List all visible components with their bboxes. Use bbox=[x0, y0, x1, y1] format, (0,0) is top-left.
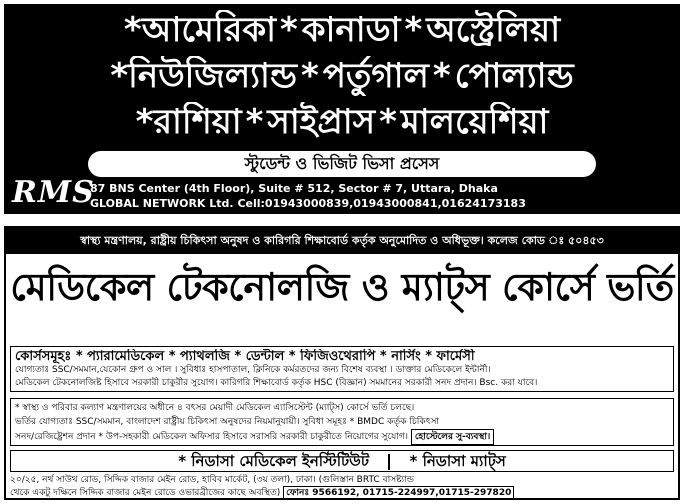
matts-line-3-text: সনদ/রেজিষ্ট্রেশন প্রদান * উপ-সহকারী মেডিকেল অফিসার হিসাবে সরাসরি সরকারী চাকুরীতে নিয়োগের সুযোগ। bbox=[15, 432, 409, 442]
country: পর্তুগাল bbox=[322, 56, 429, 96]
bullet: * bbox=[245, 102, 264, 142]
country-row-2 bbox=[4, 56, 680, 96]
institute-name: * নিডাসা মেডিকেল ইনস্টিটিউট bbox=[178, 452, 370, 470]
course-item: * bbox=[234, 349, 246, 364]
country-row-3 bbox=[4, 102, 680, 142]
country: পোল্যান্ড bbox=[454, 56, 574, 96]
institute-address bbox=[10, 474, 674, 498]
rms-visa-ad bbox=[4, 4, 680, 214]
rms-address: 87 BNS Center (4th Floor), Suite # 512, Sector # 7, Uttara, Dhaka bbox=[90, 182, 498, 195]
approval-strip: স্বাস্থ্য মন্ত্রণালয়, রাষ্ট্রীয় চিকিৎসা অনুষদ ও কারিগরি শিক্ষাবোর্ড কর্তৃক অনুমোদিত ও অধিভূক্ত। কলেজ কোড ঃ ৫০৪৫৩ bbox=[6, 228, 678, 254]
phone-numbers: ফোনঃ 9566192, 01715-224997,01715-297820 bbox=[283, 486, 514, 500]
country: নিউজিল্যান্ড bbox=[128, 56, 298, 96]
course-item: প্যাথলজি bbox=[180, 349, 230, 364]
course-item: * bbox=[75, 349, 88, 364]
courses-label: কোর্সসমূহঃ bbox=[15, 349, 72, 364]
country: অস্ট্রেলিয়া bbox=[426, 10, 561, 50]
matts-name: * নিডাসা ম্যাট্স bbox=[409, 452, 506, 470]
country: রাশিয়া bbox=[153, 102, 242, 142]
cell-numbers: Cell:01943000839,01943000841,01624173183 bbox=[237, 197, 526, 210]
country: মালয়েশিয়া bbox=[400, 102, 549, 142]
bullet: * bbox=[135, 102, 154, 142]
hostel-badge: হোস্টেলের সু-ব্যবস্থা। bbox=[411, 429, 494, 445]
address-line-2 bbox=[10, 486, 674, 500]
nidasa-medical-ad bbox=[4, 226, 680, 500]
course-item: ফিজিওথেরাপি bbox=[300, 349, 376, 364]
country-row-1 bbox=[4, 10, 680, 50]
course-item: ডেন্টাল bbox=[245, 349, 285, 364]
company-name: GLOBAL NETWORK Ltd. bbox=[90, 197, 234, 210]
course-list bbox=[15, 349, 669, 364]
admission-headline: মেডিকেল টেকনোলজি ও ম্যাট্স কোর্সে ভর্তি bbox=[10, 265, 674, 309]
bullet: * bbox=[301, 56, 319, 96]
course-item: * bbox=[168, 349, 181, 364]
course-box bbox=[10, 346, 674, 392]
course-item: * bbox=[288, 349, 301, 364]
course-item: প্যারামেডিকেল bbox=[87, 349, 165, 364]
rms-logo: RMS bbox=[12, 175, 95, 210]
bullet: * bbox=[404, 10, 423, 50]
bullet: * bbox=[123, 10, 142, 50]
divider bbox=[388, 454, 390, 470]
bullet: * bbox=[279, 10, 298, 50]
course-item: * bbox=[425, 349, 437, 364]
course-benefits: মেডিকেল টেকনোলজিষ্ট হিসাবে সরকারী চাকুরীর সুযোগ। কারিগরি শিক্ষাবোর্ড কর্তৃক HSC (বিজ্ঞান) সমমানের সরকারী সনদ প্রদান। Bsc. করা যাবে। bbox=[15, 378, 538, 388]
matts-line-3 bbox=[15, 429, 669, 445]
bullet: * bbox=[432, 56, 451, 96]
matts-line-2: ভর্তির যোগ্যতাঃ SSC/সমমান, বাংলাদেশ রাষ্ট্রীয় চিকিৎসা অনুষদের নিয়মানুযায়ী। সুবিধা সমূহঃ * BMDC কর্তৃক চিকিৎসা bbox=[15, 417, 439, 427]
course-item: ফার্মেসী bbox=[436, 349, 475, 364]
institute-names-bar bbox=[10, 450, 674, 472]
course-eligibility: যোগ্যতাঃ SSC/সমমান,যেকোন গ্রুপ ও সাল । সুবিধাঃ হাসপাতাল, ক্লিনিকে কর্মরতদের জন্য বিশেষ ব্যবস্থা । ডাক্তার মেডিকেলে ইন্টার্নী। bbox=[15, 365, 491, 375]
matts-line-1: * স্বাস্থ্য ও পরিবার কল্যাণ মন্ত্রণালয়ের অধীনে ৪ বৎসর মেয়াদী মেডিকেল এ্যাসিস্টেন্ট (ম্যাট্স) কোর্সে ভর্তি চলছে। bbox=[15, 403, 415, 413]
matts-info-box bbox=[10, 398, 674, 446]
bullet: * bbox=[110, 56, 129, 96]
course-item: নার্সিং bbox=[391, 349, 421, 364]
rms-company-contact bbox=[90, 197, 526, 211]
country: কানাডা bbox=[301, 10, 401, 50]
bullet: * bbox=[379, 102, 397, 142]
visa-process-banner: স্টুডেন্ট ও ভিজিট ভিসা প্রসেস bbox=[88, 151, 596, 177]
address-line-2-text: থেকে একটু দক্ষিনে সিদ্দিক বাজার মেইন রোডে ওভারব্রীজের কাছে অবস্থিত) bbox=[10, 488, 281, 498]
country: সাইপ্রাস bbox=[267, 102, 376, 142]
course-item: * bbox=[379, 349, 392, 364]
address-line-1: ২০/২৫, নর্থ সাউথ রোড, সিদ্দিক বাজার মেইন রোড, হাবিব মার্কেট, (৩য় তলা), ঢাকা। (গুলিস্তান BRTC বাসষ্ট্যান্ড bbox=[10, 475, 414, 485]
country: আমেরিকা bbox=[141, 10, 276, 50]
